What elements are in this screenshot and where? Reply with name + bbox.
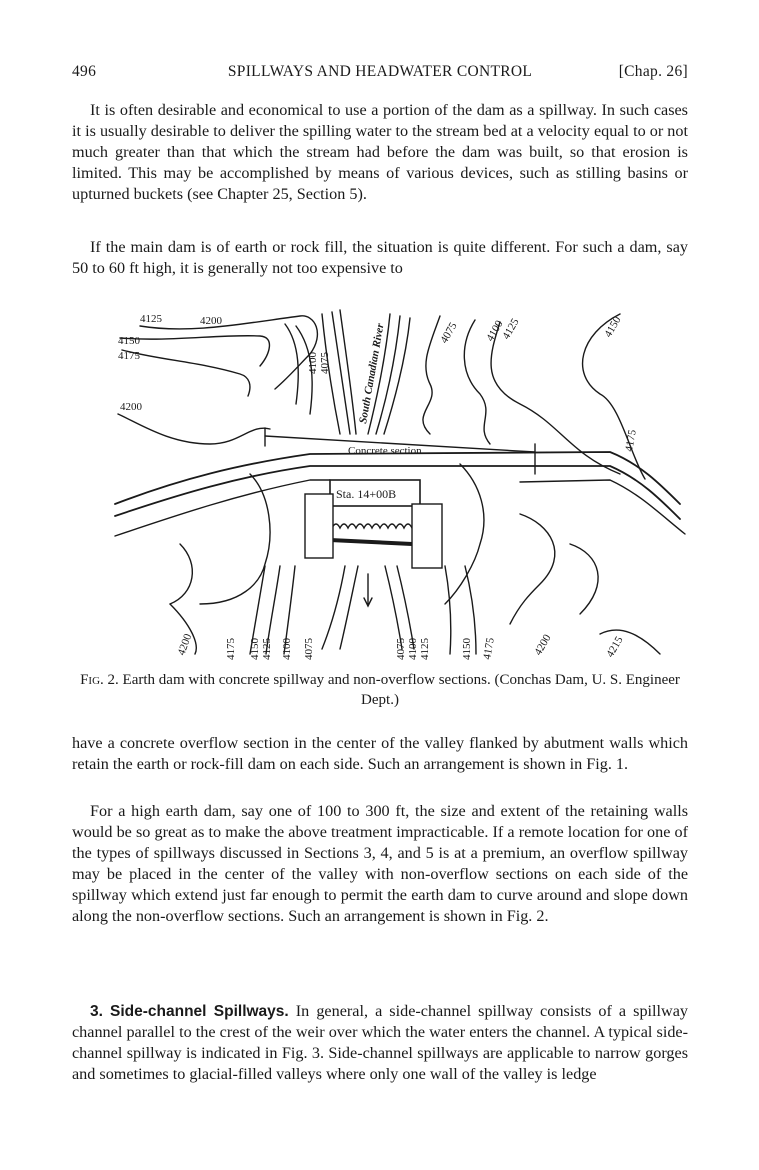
paragraph-3 [72,733,688,775]
contour-label: 4175 [118,350,140,362]
paragraph-5 [72,1001,688,1085]
figure-label: Fig. 2. [80,672,119,688]
contour-label: 4125 [140,313,162,325]
contour-line [122,350,250,396]
contour-label: 4125 [419,638,431,660]
contour-label: 4100 [407,638,419,660]
contour-line [118,414,270,444]
contour-line [285,324,298,404]
contour-line [140,316,317,389]
contour-label: 4175 [225,638,237,660]
contour-label: 4150 [249,638,261,660]
paragraph-2-text: If the main dam is of earth or rock fill, the situation is quite different. For such a dam, say 50 to 60 ft high, it is generally not too expensive to [72,238,688,278]
spillway-crest-bar [330,540,412,544]
contour-line [570,544,598,614]
contour-line [120,336,269,366]
station-label: Sta. 14+00B [336,487,397,501]
contour-label: 4150 [602,314,624,340]
contour-line [423,316,440,434]
paragraph-4-text: For a high earth dam, say one of 100 to 300 ft, the size and extent of the retaining walls would be so great as to make the above treatment impracticable. If a remote location for one of the types of spillways discussed in Sections 3, 4, and 5 is at a premium, an overflow spillway may be placed in the center of the valley with non-overflow sections on each side of the spillway which extend just far enough to permit the earth dam to curve around and slope down along the non-overflow sections. Such an arrangement is shown in Fig. 2. [72,802,688,926]
contour-label: 4075 [438,320,460,346]
contour-label: 4100 [307,352,319,374]
paragraph-1-text: It is often desirable and economical to use a portion of the dam as a spillway. In such cases it is usually desirable to deliver the spilling water to the stream bed at a velocity equal to or not much greater than that which the stream had before the dam was built, so that erosion is limited. This may be accomplished by means of various devices, such as stilling basins or upturned buckets (see Chapter 25, Section 5). [72,101,688,204]
contour-line [510,514,555,624]
contour-label: 4175 [623,428,639,453]
concrete-section-label: Concrete section [348,445,422,457]
spillway-gates [332,524,420,528]
figure-caption [72,670,688,710]
paragraph-4 [72,801,688,928]
abutment-wall [412,504,442,568]
paragraph-1 [72,100,688,205]
running-head [72,63,688,85]
contour-label: 4075 [395,638,407,660]
contour-label: 4215 [604,634,626,660]
contour-label: 4125 [500,316,522,342]
river-bank [340,310,356,434]
abutment-wall [305,494,333,558]
running-title: SPILLWAYS AND HEADWATER CONTROL [227,63,533,80]
page-number: 496 [72,63,97,80]
contour-label: 4100 [484,318,506,344]
paragraph-3-text: have a concrete overflow section in the center of the valley flanked by abutment walls which retain the earth or rock-fill dam on each side. Such an arrangement is shown in Fig. 1. [72,734,688,774]
contour-line [200,474,270,604]
river-label: South Canadian River [357,322,387,425]
section-title: Side-channel Spillways. [110,1003,289,1020]
paragraph-5-text: In general, a side-channel spillway consists of a spillway channel parallel to the crest of the weir over which the water enters the channel. A typical side-channel spillway is indicated in Fig. 3. Side-channel spillways are applicable to narrow gorges and sometimes to glacial-filled valleys where only one wall of the valley is ledge [72,1002,689,1084]
contour-label: 4075 [319,352,331,374]
contour-line [170,544,192,604]
contour-label: 4075 [303,638,315,660]
contour-label: 4150 [118,335,140,347]
dam-crest [115,480,330,536]
contour-label: 4150 [461,638,473,660]
contour-line [445,464,484,604]
contour-label: 4175 [481,636,497,661]
contour-label: 4200 [200,315,222,327]
section-number: 3. [90,1003,103,1020]
contour-line [445,566,451,654]
river-bank [322,566,345,649]
dam-crest [520,480,685,534]
river-bank [332,312,350,434]
contour-label: 4200 [120,401,142,413]
contour-label: 4125 [261,638,273,660]
caption-text: Earth dam with concrete spillway and non-overflow sections. (Conchas Dam, U. S. Engineer Dept.) [122,672,680,708]
contour-label: 4200 [532,632,554,658]
paragraph-2 [72,237,688,279]
figure-2-dam-plan [100,304,690,664]
contour-label: 4100 [281,638,293,660]
chapter-label: [Chap. 26] [618,63,688,80]
contour-label: 4200 [175,632,195,658]
